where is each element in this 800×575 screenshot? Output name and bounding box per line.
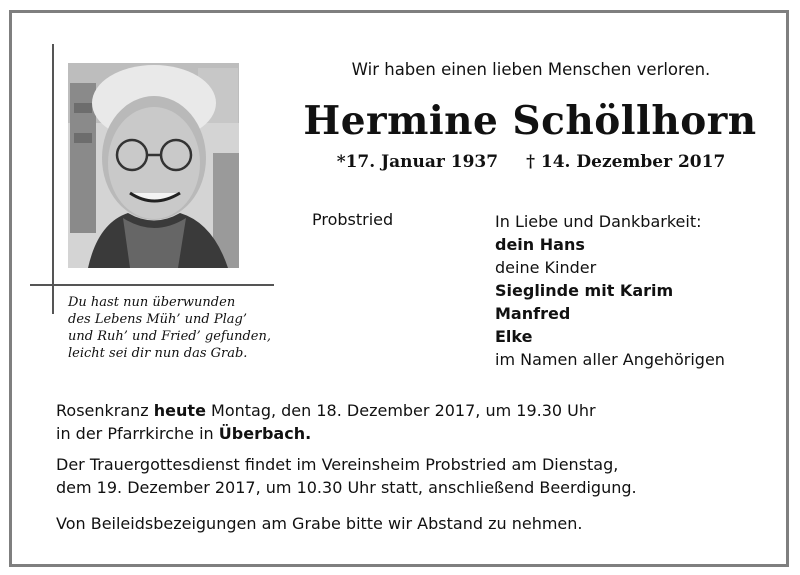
mourner: Sieglinde mit Karim (495, 281, 674, 300)
death-date: † 14. Dezember 2017 (526, 152, 726, 172)
funeral-line: Der Trauergottesdienst findet im Vereinsheim Probstried am Dienstag, (56, 455, 619, 474)
mourners-list (495, 210, 725, 371)
condolence-note: Von Beileidsbezeigungen am Grabe bitte wir Abstand zu nehmen. (56, 514, 583, 533)
mourner: dein Hans (495, 235, 585, 254)
birth-date: *17. Januar 1937 (336, 152, 499, 172)
mourner: deine Kinder (495, 258, 597, 277)
deceased-name: Hermine Schöllhorn (303, 98, 757, 144)
mourners-heading: In Liebe und Dankbarkeit: (495, 212, 702, 231)
portrait-image (68, 63, 239, 268)
rosary-today: heute (153, 401, 206, 420)
rosary-text: Montag, den 18. Dezember 2017, um 19.30 Uhr (205, 401, 596, 420)
service-details (56, 400, 756, 545)
church-place: Überbach. (218, 423, 312, 443)
funeral-info (56, 454, 756, 499)
cross-horizontal-line (30, 284, 274, 286)
rosary-text: Rosenkranz (56, 401, 154, 420)
verse-line: Du hast nun überwunden (68, 295, 236, 310)
life-dates (316, 152, 746, 172)
residence-place: Probstried (312, 210, 394, 229)
verse-line: und Ruh’ und Fried’ gefunden, (68, 329, 271, 344)
intro-text: Wir haben einen lieben Menschen verloren. (351, 60, 711, 79)
funeral-line: dem 19. Dezember 2017, um 10.30 Uhr statt, anschließend Beerdigung. (56, 477, 637, 497)
mourner: im Namen aller Angehörigen (495, 350, 725, 369)
verse (68, 294, 288, 362)
cross-vertical-line (52, 44, 54, 314)
rosary-info (56, 400, 756, 445)
mourner: Manfred (495, 304, 571, 323)
verse-line: des Lebens Müh’ und Plag’ (68, 312, 247, 327)
verse-line: leicht sei dir nun das Grab. (68, 346, 248, 361)
rosary-text: in der Pfarrkirche in (56, 423, 219, 443)
portrait-photo (68, 63, 239, 268)
mourner: Elke (495, 327, 533, 346)
